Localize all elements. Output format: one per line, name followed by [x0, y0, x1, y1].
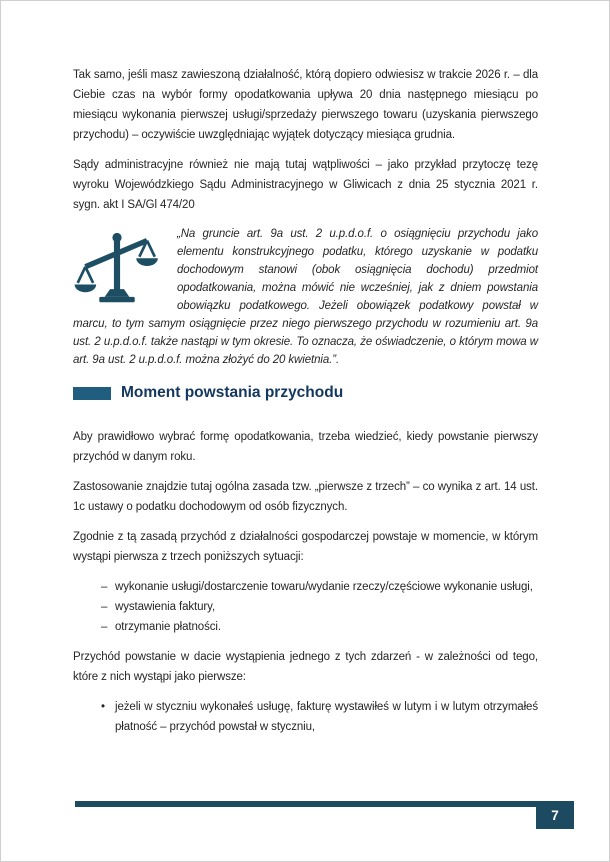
list-item: • jeżeli w styczniu wykonałeś usługę, fakturę wystawiłeś w lutym i w lutym otrzymałeś płatność – przychód powstał w styczniu, [101, 697, 538, 737]
section-title: Moment powstania przychodu [121, 384, 344, 401]
situations-dash-list [73, 577, 538, 637]
paragraph-first-of-three-rule: Zastosowanie znajdzie tutaj ogólna zasada tzw. „pierwsze z trzech” – co wynika z art. 14 ust. 1c ustawy o podatku dochodowym od osób fizycznych. [73, 481, 538, 513]
page-number-badge [536, 801, 574, 829]
page-content [1, 1, 609, 737]
court-ruling-quote [73, 225, 538, 369]
paragraph-revenue-date: Przychód powstanie w dacie wystąpienia jednego z tych zdarzeń - w zależności od tego, które z nich wystąpi jako pierwsze: [73, 651, 538, 683]
quote-text: „Na gruncie art. 9a ust. 2 u.p.d.o.f. o osiągnięciu przychodu jako elementu konstrukcyjnego podatku, którego uzyskanie w podatku dochodowym stanowi (obok osiągnięcia dochodu) przedmiot opodatkowania, można mówić nie wcześniej, jak z dniem powstania obowiązku podatkowego. Jeżeli obowiązek podatkowy powstał w marcu, to tym samym osiągnięcie przez niego pierwszego przychodu w rozumieniu art. 9a ust. 2 u.p.d.o.f. także nastąpi w tym okresie. To oznacza, że oświadczenie, o którym mowa w art. 9a ust. 2 u.p.d.o.f. można złożyć do 20 kwietnia.”. [73, 228, 538, 366]
heading-accent-bar [73, 387, 111, 400]
page-number: 7 [551, 807, 559, 823]
list-item: – wykonanie usługi/dostarczenie towaru/wydanie rzeczy/częściowe wykonanie usługi, [101, 577, 538, 597]
scales-of-justice-icon [73, 229, 161, 303]
section-heading [73, 383, 538, 403]
paragraph-choose-form: Aby prawidłowo wybrać formę opodatkowania, trzeba wiedzieć, kiedy powstanie pierwszy przychód w danym roku. [73, 431, 538, 463]
paragraph-revenue-moment-intro: Zgodnie z tą zasadą przychód z działalności gospodarczej powstaje w momencie, w którym wystąpi pierwsza z trzech poniższych sytuacji: [73, 531, 538, 563]
example-bullet-list [73, 697, 538, 737]
list-item: – otrzymanie płatności. [101, 617, 538, 637]
paragraph-court-intro: Sądy administracyjne również nie mają tutaj wątpliwości – jako przykład przytoczę tezę wyroku Wojewódzkiego Sądu Administracyjnego w Gliwicach z dnia 25 stycznia 2021 r. sygn. akt I SA/Gl 474/20 [73, 159, 538, 211]
footer-rule [75, 801, 536, 807]
list-item: – wystawienia faktury, [101, 597, 538, 617]
paragraph-suspended-business: Tak samo, jeśli masz zawieszoną działalność, którą dopiero odwiesisz w trakcie 2026 r. – dla Ciebie czas na wybór formy opodatkowania upływa 20 dnia następnego miesiącu po miesiącu wykonania pierwszej usługi/sprzedaży pierwszego towaru (uzyskania pierwszego przychodu) – oczywiście uwzględniając wyjątek dotyczący miesiąca grudnia. [73, 69, 538, 141]
